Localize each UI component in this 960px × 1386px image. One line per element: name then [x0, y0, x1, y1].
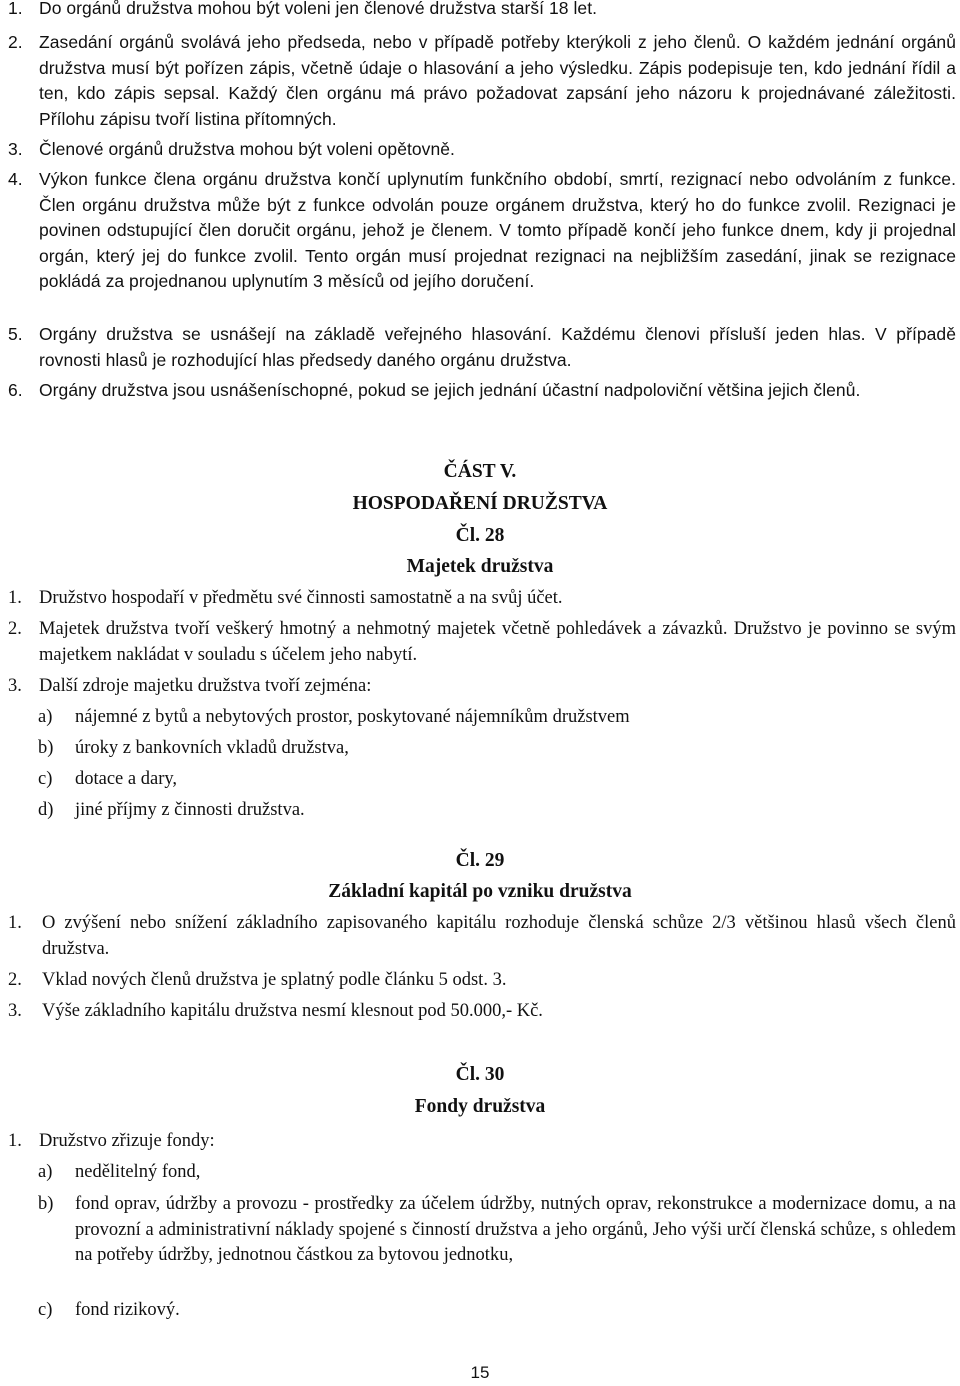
- subitem-letter: a): [38, 707, 53, 727]
- article-29-title: Základní kapitál po vzniku družstva: [328, 881, 632, 902]
- article-28-item-2: [8, 617, 956, 668]
- article-28-title: Majetek družstva: [406, 556, 554, 577]
- page-number: 15: [470, 1363, 490, 1382]
- subitem-text: fond oprav, údržby a provozu - prostředky za účelem údržby, nutných oprav, rekonstrukce a modernizace domu, a na provozní a administrativní náklady spojené s činností družstva a jeho orgánů, Jeho výši určí členská schůze, s ohledem na potřeby údržby, jednotnou částkou za bytovou jednotku,: [75, 1194, 956, 1265]
- article-28-item-3: [8, 674, 956, 700]
- item-number: 2.: [8, 619, 22, 639]
- article-28-subitem-b: [38, 736, 956, 762]
- item-number: 1.: [8, 1131, 22, 1151]
- item-text: Orgány družstva jsou usnášeníschopné, pokud se jejich jednání účastní nadpoloviční většina jejich členů.: [39, 380, 861, 400]
- paragraph-organs-2: [8, 30, 956, 132]
- item-number: 1.: [8, 913, 22, 933]
- subitem-text: jiné příjmy z činnosti družstva.: [75, 800, 305, 820]
- item-text: Další zdroje majetku družstva tvoří zejména:: [39, 676, 372, 696]
- item-number: 5.: [8, 324, 23, 344]
- article-29-item-1: [8, 911, 956, 962]
- subitem-text: úroky z bankovních vkladů družstva,: [75, 738, 349, 758]
- article-28-item-1: [8, 586, 956, 612]
- item-number: 2.: [8, 32, 23, 52]
- item-number: 1.: [8, 0, 23, 18]
- item-text: Zasedání orgánů svolává jeho předseda, nebo v případě potřeby kterýkoli z jeho členů. O každém jednání orgánů družstva musí být pořízen zápis, včetně údaje o hlasování a jeho výsledku. Zápis podepisuje ten, kdo jednání řídil a ten, kdo zápis sepsal. Každý člen orgánu má právo požadovat zapsání jeho názoru k projednávané záležitosti. Přílohu zápisu tvoří listina přítomných.: [39, 32, 956, 129]
- part-name: HOSPODAŘENÍ DRUŽSTVA: [352, 493, 608, 514]
- item-number: 4.: [8, 169, 23, 189]
- article-28-subitem-a: [38, 705, 956, 731]
- subitem-text: fond rizikový.: [75, 1300, 180, 1320]
- paragraph-organs-6: [8, 378, 956, 404]
- item-text: Do orgánů družstva mohou být voleni jen členové družstva starší 18 let.: [39, 0, 598, 18]
- item-text: Členové orgánů družstva mohou být voleni opětovně.: [39, 139, 455, 159]
- paragraph-organs-5: [8, 322, 956, 373]
- article-28-number: Čl. 28: [455, 525, 505, 546]
- item-text: O zvýšení nebo snížení základního zapisovaného kapitálu rozhoduje členská schůze 2/3 většinou hlasů všech členů družstva.: [42, 913, 956, 959]
- item-text: Majetek družstva tvoří veškerý hmotný a nehmotný majetek včetně pohledávek a závazků. Družstvo je povinno se svým majetkem nakládat v souladu s účelem jeho nabytí.: [39, 619, 956, 665]
- article-29-item-3: [8, 999, 956, 1025]
- subitem-text: dotace a dary,: [75, 769, 178, 789]
- item-text: Vklad nových členů družstva je splatný podle článku 5 odst. 3.: [42, 970, 507, 990]
- subitem-text: nájemné z bytů a nebytových prostor, poskytované nájemníkům družstvem: [75, 707, 630, 727]
- article-29-number: Čl. 29: [455, 850, 505, 871]
- article-30-subitem-b: [38, 1192, 956, 1269]
- item-text: Výkon funkce člena orgánu družstva končí uplynutím funkčního období, smrtí, rezignací nebo odvoláním z funkce. Člen orgánu družstva může být z funkce odvolán pouze orgánem družstva, který ho do funkce zvolil. Rezignaci je povinen odstupující člen doručit orgánu, jehož je členem. V tomto případě končí jeho funkce dnem, kdy ji projednal orgán, který jej do funkce zvolil. Tento orgán musí projednat rezignaci na nejbližším zasedání, jinak se rezignace pokládá za projednanou uplynutím 3 měsíců od jejího doručení.: [39, 169, 956, 291]
- item-number: 3.: [8, 1001, 22, 1021]
- article-28-subitem-d: [38, 798, 956, 824]
- subitem-letter: c): [38, 769, 53, 789]
- subitem-letter: c): [38, 1300, 53, 1320]
- item-number: 3.: [8, 139, 23, 159]
- part-title: ČÁST V.: [443, 461, 517, 482]
- item-number: 1.: [8, 588, 22, 608]
- item-number: 6.: [8, 380, 23, 400]
- item-number: 3.: [8, 676, 22, 696]
- subitem-letter: b): [38, 738, 54, 758]
- article-30-title: Fondy družstva: [414, 1096, 546, 1117]
- article-29-item-2: [8, 968, 956, 994]
- subitem-letter: d): [38, 800, 54, 820]
- item-number: 2.: [8, 970, 22, 990]
- article-30-number: Čl. 30: [455, 1064, 505, 1085]
- paragraph-organs-3: [8, 137, 956, 163]
- article-30-item-1: [8, 1129, 956, 1155]
- article-28-subitem-c: [38, 767, 956, 793]
- item-text: Družstvo zřizuje fondy:: [39, 1131, 215, 1151]
- item-text: Výše základního kapitálu družstva nesmí klesnout pod 50.000,- Kč.: [42, 1001, 543, 1021]
- item-text: Orgány družstva se usnášejí na základě veřejného hlasování. Každému členovi přísluší jeden hlas. V případě rovnosti hlasů je rozhodující hlas předsedy daného orgánu družstva.: [39, 324, 956, 370]
- paragraph-organs-1: [8, 0, 956, 22]
- item-text: Družstvo hospodaří v předmětu své činnosti samostatně a na svůj účet.: [39, 588, 563, 608]
- subitem-letter: a): [38, 1162, 53, 1182]
- subitem-letter: b): [38, 1194, 54, 1214]
- paragraph-organs-4: [8, 167, 956, 295]
- subitem-text: nedělitelný fond,: [75, 1162, 201, 1182]
- article-30-subitem-c: [38, 1298, 956, 1324]
- article-30-subitem-a: [38, 1160, 956, 1186]
